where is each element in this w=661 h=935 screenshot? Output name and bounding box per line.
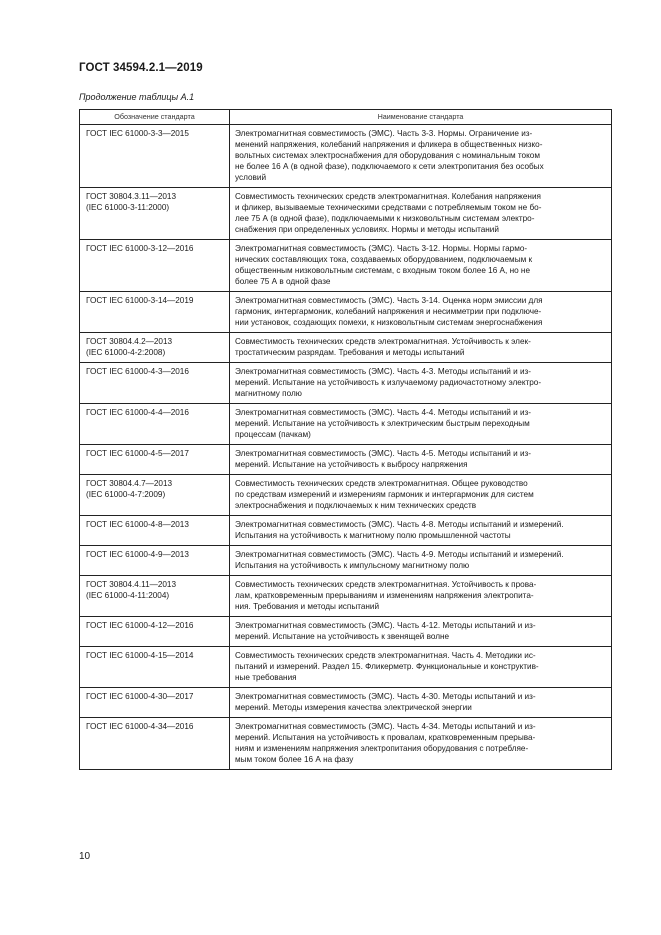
standard-name-cell xyxy=(230,445,612,475)
table-row xyxy=(80,292,612,333)
standard-code: ГОСТ IEC 61000-3-12—2016 xyxy=(86,244,194,253)
table-row xyxy=(80,516,612,546)
standard-name-cell xyxy=(230,475,612,516)
column-header-code: Обозначение стандарта xyxy=(80,110,230,125)
standard-name-line: ные требования xyxy=(235,673,297,682)
standard-name-line: процессам (пачкам) xyxy=(235,430,311,439)
standard-name-line: тростатическим разрядам. Требования и методы испытаний xyxy=(235,348,465,357)
standard-name-line: условий xyxy=(235,173,267,182)
standard-name-line: Совместимость технических средств электромагнитная. Устойчивость к элек- xyxy=(235,337,531,346)
standard-code-cell xyxy=(80,333,230,363)
table-row xyxy=(80,125,612,188)
standard-code: ГОСТ 30804.4.2—2013 xyxy=(86,337,173,346)
standard-name-line: электроснабжения и подключаемых к ним технических средств xyxy=(235,501,477,510)
standard-name-line: по средствам измерений и измерениям гармоник и интергармоник для систем xyxy=(235,490,534,499)
standard-name-cell xyxy=(230,688,612,718)
standard-name-line: мерений. Испытание на устойчивость к излучаемому радиочастотному электро- xyxy=(235,378,542,387)
standard-name-line: общественным низковольтным системам, с входным током более 16 А, но не xyxy=(235,266,530,275)
standard-name-line: более 75 А в одной фазе xyxy=(235,277,331,286)
standard-code: (IEC 61000-4-7:2009) xyxy=(86,490,166,499)
standard-name-line: Электромагнитная совместимость (ЭМС). Часть 4-30. Методы испытаний и из- xyxy=(235,692,536,701)
standard-name-line: Совместимость технических средств электромагнитная. Колебания напряжения xyxy=(235,192,541,201)
table-row xyxy=(80,333,612,363)
standard-code-cell xyxy=(80,445,230,475)
standard-code: (IEC 61000-3-11:2000) xyxy=(86,203,170,212)
standard-name-line: менений напряжения, колебаний напряжения и фликера в общественных низко- xyxy=(235,140,543,149)
standard-code-cell xyxy=(80,188,230,240)
standard-name-line: нических составляющих тока, создаваемых оборудованием, подключаемым к xyxy=(235,255,533,264)
table-row xyxy=(80,445,612,475)
standard-name-line: ния. Требования и методы испытаний xyxy=(235,602,380,611)
standard-name-line: Электромагнитная совместимость (ЭМС). Часть 4-9. Методы испытаний и измерений. xyxy=(235,550,564,559)
standard-code-cell xyxy=(80,516,230,546)
page-number: 10 xyxy=(79,851,91,862)
standard-name-line: Испытания на устойчивость к импульсному магнитному полю xyxy=(235,561,470,570)
standard-name-line: мерений. Испытание на устойчивость к звенящей волне xyxy=(235,632,450,641)
table-row xyxy=(80,240,612,292)
table-row xyxy=(80,647,612,688)
standard-name-line: Электромагнитная совместимость (ЭМС). Часть 4-4. Методы испытаний и из- xyxy=(235,408,532,417)
standard-name-line: вольтных системах электроснабжения для оборудования с номинальным током xyxy=(235,151,540,160)
standard-code: ГОСТ IEC 61000-3-3—2015 xyxy=(86,129,189,138)
standard-code: ГОСТ IEC 61000-4-30—2017 xyxy=(86,692,194,701)
standard-name-cell xyxy=(230,546,612,576)
standard-name-cell xyxy=(230,363,612,404)
standard-name-cell xyxy=(230,240,612,292)
table-body xyxy=(80,125,612,770)
table-row xyxy=(80,688,612,718)
standard-name-line: Электромагнитная совместимость (ЭМС). Часть 3-3. Нормы. Ограничение из- xyxy=(235,129,533,138)
table-row xyxy=(80,617,612,647)
standard-code-cell xyxy=(80,546,230,576)
standard-code: ГОСТ IEC 61000-4-5—2017 xyxy=(86,449,189,458)
standard-name-cell xyxy=(230,718,612,770)
standard-name-cell xyxy=(230,125,612,188)
standard-code-cell xyxy=(80,576,230,617)
standard-name-line: нии установок, создающих помехи, к низковольтным системам энергоснабжения xyxy=(235,318,543,327)
standards-table xyxy=(79,109,612,770)
standard-name-line: Электромагнитная совместимость (ЭМС). Часть 4-3. Методы испытаний и из- xyxy=(235,367,532,376)
standard-name-cell xyxy=(230,516,612,546)
standard-code-cell xyxy=(80,647,230,688)
standard-code-cell xyxy=(80,292,230,333)
table-row xyxy=(80,404,612,445)
column-header-name: Наименование стандарта xyxy=(230,110,612,125)
standard-code: ГОСТ IEC 61000-4-34—2016 xyxy=(86,722,194,731)
standard-name-line: Совместимость технических средств электромагнитная. Устойчивость к прова- xyxy=(235,580,537,589)
standard-code: ГОСТ IEC 61000-4-12—2016 xyxy=(86,621,194,630)
table-row xyxy=(80,363,612,404)
table-row xyxy=(80,576,612,617)
standard-code-cell xyxy=(80,240,230,292)
standard-name-line: мерений. Методы измерения качества электрической энергии xyxy=(235,703,472,712)
standard-code: ГОСТ 30804.4.11—2013 xyxy=(86,580,177,589)
standard-name-line: Электромагнитная совместимость (ЭМС). Часть 4-8. Методы испытаний и измерений. xyxy=(235,520,564,529)
standard-name-line: Электромагнитная совместимость (ЭМС). Часть 3-12. Нормы. Нормы гармо- xyxy=(235,244,528,253)
standard-name-line: Испытания на устойчивость к магнитному полю промышленной частоты xyxy=(235,531,511,540)
standard-code-cell xyxy=(80,404,230,445)
standard-name-line: Электромагнитная совместимость (ЭМС). Часть 4-5. Методы испытаний и из- xyxy=(235,449,532,458)
standard-name-line: лам, кратковременным прерываниям и изменениям напряжения электропита- xyxy=(235,591,534,600)
standard-code-cell xyxy=(80,475,230,516)
standard-name-line: Электромагнитная совместимость (ЭМС). Часть 4-12. Методы испытаний и из- xyxy=(235,621,536,630)
document-header: ГОСТ 34594.2.1—2019 xyxy=(79,62,203,74)
standard-name-line: пытаний и измерений. Раздел 15. Фликерметр. Функциональные и конструктив- xyxy=(235,662,539,671)
standard-code-cell xyxy=(80,718,230,770)
standard-name-line: гармоник, интергармоник, колебаний напряжения и несимметрии при подключе- xyxy=(235,307,542,316)
standard-code-cell xyxy=(80,688,230,718)
standard-name-line: мерений. Испытание на устойчивость к выбросу напряжения xyxy=(235,460,468,469)
standard-name-cell xyxy=(230,404,612,445)
standard-code: (IEC 61000-4-2:2008) xyxy=(86,348,166,357)
standard-name-line: магнитному полю xyxy=(235,389,302,398)
standard-code: ГОСТ IEC 61000-4-15—2014 xyxy=(86,651,194,660)
table-header-row xyxy=(80,110,612,125)
table-caption: Продолжение таблицы А.1 xyxy=(79,92,195,102)
standard-code: ГОСТ IEC 61000-4-9—2013 xyxy=(86,550,189,559)
standard-name-line: мерений. Испытания на устойчивость к провалам, кратковременным прерыва- xyxy=(235,733,536,742)
standard-code: ГОСТ IEC 61000-4-3—2016 xyxy=(86,367,189,376)
standard-name-cell xyxy=(230,576,612,617)
standard-code: ГОСТ IEC 61000-4-8—2013 xyxy=(86,520,189,529)
standard-name-line: ниям и изменениям напряжения электропитания оборудования с потребляе- xyxy=(235,744,529,753)
table-row xyxy=(80,546,612,576)
table-row xyxy=(80,718,612,770)
standard-name-line: Совместимость технических средств электромагнитная. Часть 4. Методики ис- xyxy=(235,651,536,660)
standard-code: ГОСТ IEC 61000-4-4—2016 xyxy=(86,408,189,417)
standard-name-line: и фликер, вызываемые техническими средствами с потребляемым током не бо- xyxy=(235,203,542,212)
standard-name-line: мерений. Испытание на устойчивость к электрическим быстрым переходным xyxy=(235,419,530,428)
standard-code-cell xyxy=(80,125,230,188)
standard-name-line: снабжения при определенных условиях. Нормы и методы испытаний xyxy=(235,225,499,234)
standard-name-cell xyxy=(230,292,612,333)
standard-code: (IEC 61000-4-11:2004) xyxy=(86,591,170,600)
standard-name-cell xyxy=(230,647,612,688)
standard-code-cell xyxy=(80,363,230,404)
standard-name-line: Электромагнитная совместимость (ЭМС). Часть 4-34. Методы испытаний и из- xyxy=(235,722,536,731)
standard-name-line: Совместимость технических средств электромагнитная. Общее руководство xyxy=(235,479,528,488)
standard-code: ГОСТ 30804.4.7—2013 xyxy=(86,479,173,488)
table-row xyxy=(80,475,612,516)
standard-code: ГОСТ 30804.3.11—2013 xyxy=(86,192,177,201)
standard-code-cell xyxy=(80,617,230,647)
table-row xyxy=(80,188,612,240)
standard-name-line: лее 75 А (в одной фазе), подключаемыми к низковольтным системам электро- xyxy=(235,214,535,223)
standard-name-cell xyxy=(230,333,612,363)
standard-name-line: мым током более 16 А на фазу xyxy=(235,755,354,764)
standard-name-line: не более 16 А (в одной фазе), подключаемого к сети электропитания без особых xyxy=(235,162,544,171)
standard-name-cell xyxy=(230,188,612,240)
standard-name-line: Электромагнитная совместимость (ЭМС). Часть 3-14. Оценка норм эмиссии для xyxy=(235,296,543,305)
standard-name-cell xyxy=(230,617,612,647)
standard-code: ГОСТ IEC 61000-3-14—2019 xyxy=(86,296,194,305)
